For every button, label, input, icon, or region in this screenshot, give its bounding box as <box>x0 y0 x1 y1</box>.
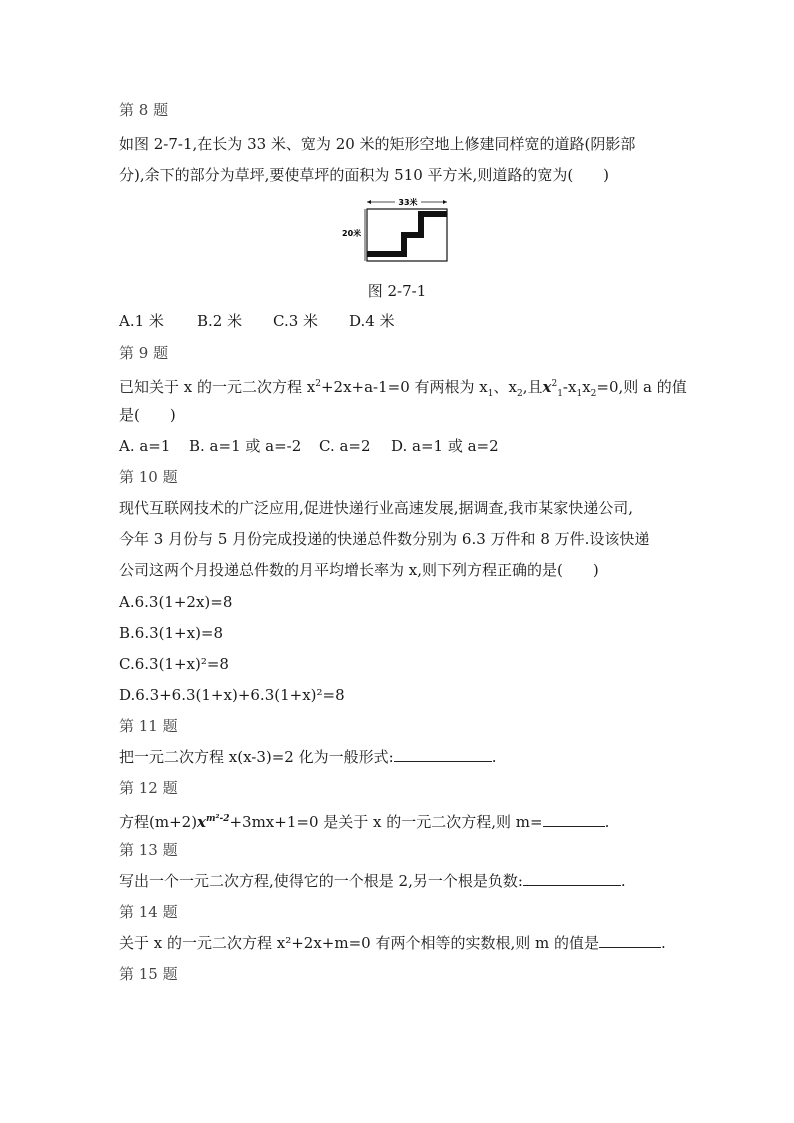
q9-options <box>119 436 499 456</box>
q14-text: 关于 x 的一元二次方程 x²+2x+m=0 有两个相等的实数根,则 m 的值是 . <box>119 934 666 952</box>
q10-text-line1: 现代互联网技术的广泛应用,促进快递行业高速发展,据调查,我市某家快递公司, <box>119 499 634 517</box>
q12-label: 第 12 题 <box>119 779 178 797</box>
q9-option-d[interactable]: D. a=1 或 a=2 <box>391 437 499 455</box>
width-label: 33米 <box>398 198 418 207</box>
q10-option-a[interactable]: A.6.3(1+2x)=8 <box>119 593 233 611</box>
q8-figure <box>340 196 455 270</box>
width-arrow-right <box>443 200 447 204</box>
q8-option-b[interactable]: B.2 米 <box>197 312 243 330</box>
q12-answer-blank[interactable] <box>543 812 605 827</box>
q9-option-b[interactable]: B. a=1 或 a=-2 <box>189 437 302 455</box>
q9-text-line1: 已知关于 x 的一元二次方程 $x^2+2x+a-1=0$ 有两根为 $x_1$、$x_2$,且$x^2_1-x_1x_2=0$,则 a 的值 <box>119 378 687 399</box>
q11-text: 把一元二次方程 x(x-3)=2 化为一般形式: . <box>119 748 497 766</box>
q14-label: 第 14 题 <box>119 903 178 921</box>
q10-text-line3: 公司这两个月投递总件数的月平均增长率为 x,则下列方程正确的是( ) <box>119 561 599 579</box>
height-label: 20米 <box>342 229 362 238</box>
q8-option-c[interactable]: C.3 米 <box>273 312 319 330</box>
q8-option-a[interactable]: A.1 米 <box>119 312 164 330</box>
q14-answer-blank[interactable] <box>599 933 661 948</box>
q9-label: 第 9 题 <box>119 344 169 362</box>
road-diagram <box>340 196 455 266</box>
q8-label: 第 8 题 <box>119 101 169 119</box>
q8-options <box>119 311 395 331</box>
road-segment-top <box>418 211 447 217</box>
q11-answer-blank[interactable] <box>394 747 492 762</box>
q10-text-line2: 今年 3 月份与 5 月份完成投递的快递总件数分别为 6.3 万件和 8 万件.设该快递 <box>119 530 650 548</box>
q12-text: 方程$(m+2)x^{m^2-2}+3mx+1=0$ 是关于 x 的一元二次方程,则 m= . <box>119 813 610 831</box>
q13-answer-blank[interactable] <box>523 871 621 886</box>
q11-label: 第 11 题 <box>119 717 178 735</box>
q13-text: 写出一个一元二次方程,使得它的一个根是 2,另一个根是负数: . <box>119 872 626 890</box>
q13-label: 第 13 题 <box>119 841 178 859</box>
q10-label: 第 10 题 <box>119 468 178 486</box>
q8-text-line1: 如图 2-7-1,在长为 33 米、宽为 20 米的矩形空地上修建同样宽的道路(阴影部 <box>119 135 636 153</box>
q15-label: 第 15 题 <box>119 965 178 983</box>
q9-option-c[interactable]: C. a=2 <box>319 437 371 455</box>
q8-option-d[interactable]: D.4 米 <box>349 312 395 330</box>
q9-text-line2: 是( ) <box>119 406 176 424</box>
q10-option-d[interactable]: D.6.3+6.3(1+x)+6.3(1+x)²=8 <box>119 686 345 704</box>
q8-figure-caption: 图 2-7-1 <box>367 282 427 300</box>
q10-option-b[interactable]: B.6.3(1+x)=8 <box>119 624 224 642</box>
q9-option-a[interactable]: A. a=1 <box>119 437 171 455</box>
q8-text-line2: 分),余下的部分为草坪,要使草坪的面积为 510 平方米,则道路的宽为( ) <box>119 166 610 184</box>
q10-option-c[interactable]: C.6.3(1+x)²=8 <box>119 655 229 673</box>
width-arrow-left <box>367 200 371 204</box>
